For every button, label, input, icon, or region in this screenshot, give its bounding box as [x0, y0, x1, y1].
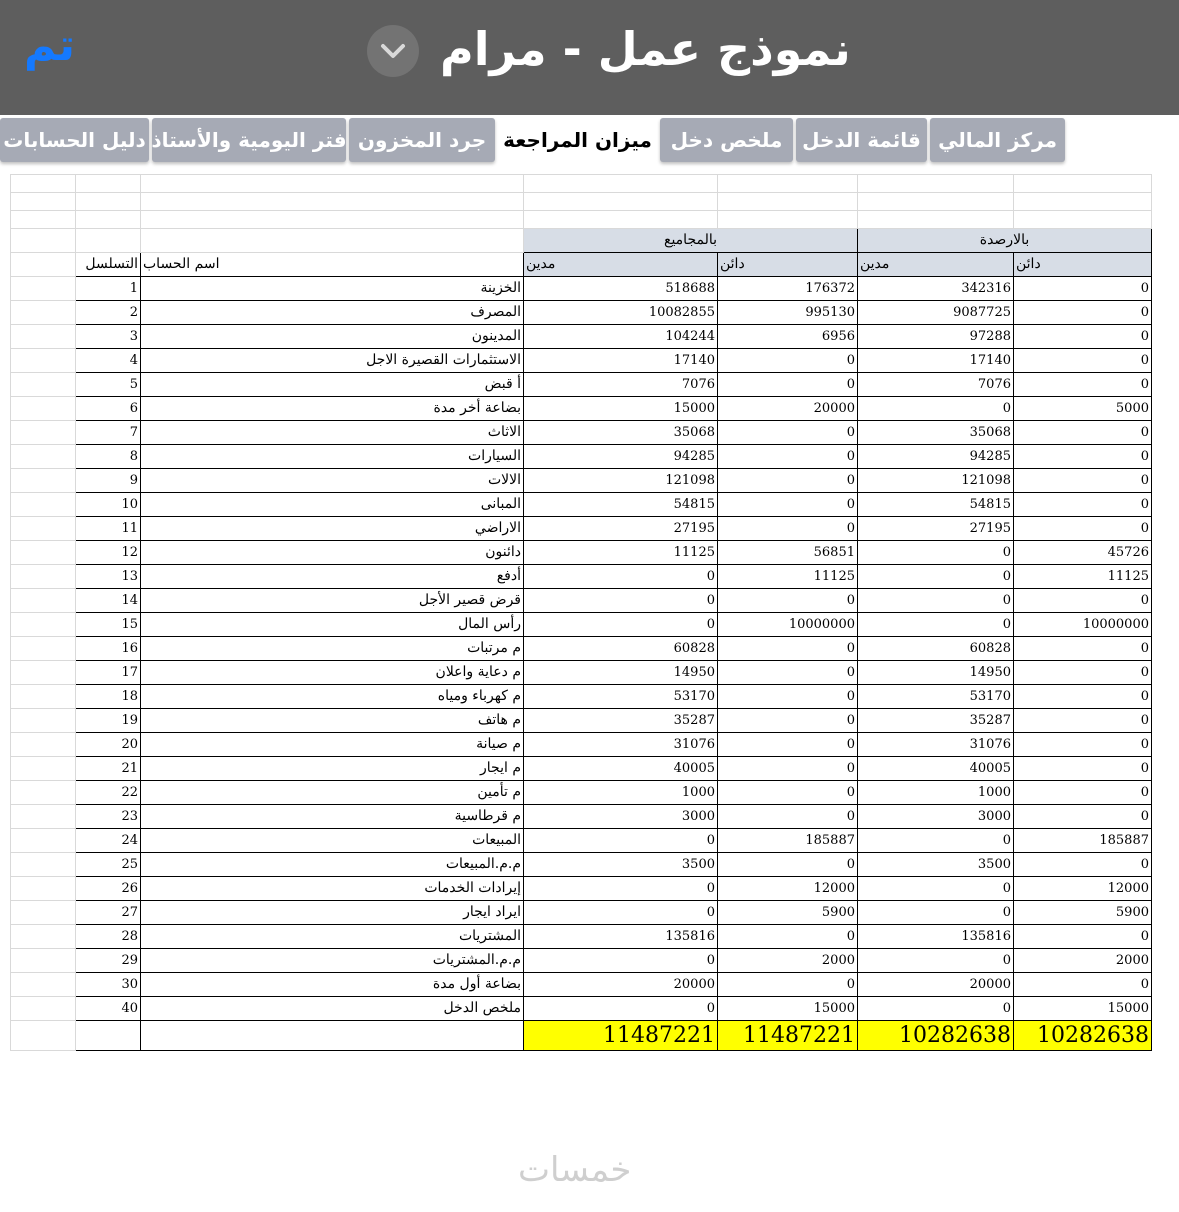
sums-credit-cell[interactable]: 0 — [718, 421, 858, 445]
col-header-account-name: اسم الحساب — [141, 253, 524, 277]
empty-cell[interactable] — [11, 517, 76, 541]
balance-debit-cell[interactable]: 0 — [858, 997, 1014, 1021]
empty-cell[interactable] — [11, 829, 76, 853]
account-name-cell[interactable]: المبيعات — [141, 829, 524, 853]
table-row — [11, 421, 1152, 445]
account-name-cell[interactable]: المصرف — [141, 301, 524, 325]
sums-credit-cell[interactable]: 6956 — [718, 325, 858, 349]
table-row — [11, 877, 1152, 901]
account-name-cell[interactable]: المبانى — [141, 493, 524, 517]
empty-cell[interactable] — [11, 421, 76, 445]
account-name-cell[interactable]: الاراضي — [141, 517, 524, 541]
table-row — [11, 325, 1152, 349]
sums-credit-cell[interactable]: 56851 — [718, 541, 858, 565]
account-name-cell[interactable]: المشتريات — [141, 925, 524, 949]
sums-debit-cell[interactable]: 40005 — [524, 757, 718, 781]
table-row — [11, 373, 1152, 397]
sums-debit-cell[interactable]: 31076 — [524, 733, 718, 757]
sums-credit-cell[interactable]: 2000 — [718, 949, 858, 973]
sheet-tabs-bar — [0, 115, 1179, 167]
balance-credit-cell[interactable]: 0 — [1014, 853, 1152, 877]
balance-debit-cell[interactable]: 0 — [858, 877, 1014, 901]
serial-cell[interactable]: 16 — [76, 637, 141, 661]
sums-debit-cell[interactable]: 53170 — [524, 685, 718, 709]
sums-debit-cell[interactable]: 0 — [524, 565, 718, 589]
serial-cell[interactable]: 40 — [76, 997, 141, 1021]
total-sums-debit[interactable]: 11487221 — [524, 1021, 718, 1051]
table-row — [11, 709, 1152, 733]
balance-credit-cell[interactable]: 10000000 — [1014, 613, 1152, 637]
trial-balance-sheet — [10, 174, 1152, 1051]
table-row — [11, 661, 1152, 685]
table-row — [11, 301, 1152, 325]
account-name-cell[interactable]: ايراد ايجار — [141, 901, 524, 925]
serial-cell[interactable]: 25 — [76, 853, 141, 877]
account-name-cell[interactable]: م.م.المبيعات — [141, 853, 524, 877]
sums-credit-cell[interactable]: 0 — [718, 973, 858, 997]
table-row — [11, 997, 1152, 1021]
balance-debit-cell[interactable]: 17140 — [858, 349, 1014, 373]
empty-cell[interactable] — [11, 277, 76, 301]
table-row — [11, 517, 1152, 541]
sums-debit-cell[interactable]: 135816 — [524, 925, 718, 949]
sums-credit-cell[interactable]: 0 — [718, 445, 858, 469]
table-row — [11, 637, 1152, 661]
balance-debit-cell[interactable]: 121098 — [858, 469, 1014, 493]
balance-debit-cell[interactable]: 0 — [858, 397, 1014, 421]
table-row — [11, 925, 1152, 949]
col-header-balance-credit: دائن — [1014, 253, 1152, 277]
empty-cell[interactable] — [11, 709, 76, 733]
sums-debit-cell[interactable]: 0 — [524, 901, 718, 925]
balance-credit-cell[interactable]: 0 — [1014, 925, 1152, 949]
sums-debit-cell[interactable]: 104244 — [524, 325, 718, 349]
sums-credit-cell[interactable]: 5900 — [718, 901, 858, 925]
balance-credit-cell[interactable]: 0 — [1014, 781, 1152, 805]
sums-debit-cell[interactable]: 60828 — [524, 637, 718, 661]
balance-credit-cell[interactable]: 0 — [1014, 517, 1152, 541]
account-name-cell[interactable]: الاستثمارات القصيرة الاجل — [141, 349, 524, 373]
balance-credit-cell[interactable]: 0 — [1014, 493, 1152, 517]
balance-debit-cell[interactable]: 60828 — [858, 637, 1014, 661]
sums-debit-cell[interactable]: 17140 — [524, 349, 718, 373]
serial-cell[interactable]: 18 — [76, 685, 141, 709]
balance-debit-cell[interactable]: 0 — [858, 565, 1014, 589]
account-name-cell[interactable]: رأس المال — [141, 613, 524, 637]
balance-credit-cell[interactable]: 0 — [1014, 685, 1152, 709]
sums-credit-cell[interactable]: 0 — [718, 733, 858, 757]
sums-credit-cell[interactable]: 15000 — [718, 997, 858, 1021]
balance-debit-cell[interactable]: 14950 — [858, 661, 1014, 685]
serial-cell[interactable]: 3 — [76, 325, 141, 349]
account-name-cell[interactable]: ملخص الدخل — [141, 997, 524, 1021]
balance-debit-cell[interactable]: 27195 — [858, 517, 1014, 541]
account-name-cell[interactable]: بضاعة أول مدة — [141, 973, 524, 997]
account-name-cell[interactable]: م دعاية واعلان — [141, 661, 524, 685]
table-row — [11, 901, 1152, 925]
serial-cell[interactable]: 13 — [76, 565, 141, 589]
sums-debit-cell[interactable]: 35068 — [524, 421, 718, 445]
sums-debit-cell[interactable]: 14950 — [524, 661, 718, 685]
account-name-cell[interactable]: الالات — [141, 469, 524, 493]
serial-cell[interactable]: 30 — [76, 973, 141, 997]
sums-credit-cell[interactable]: 0 — [718, 805, 858, 829]
table-row — [11, 589, 1152, 613]
account-name-cell[interactable]: الخزينة — [141, 277, 524, 301]
balance-credit-cell[interactable]: 0 — [1014, 277, 1152, 301]
sums-credit-cell[interactable]: 0 — [718, 757, 858, 781]
serial-cell[interactable]: 1 — [76, 277, 141, 301]
empty-cell[interactable] — [11, 541, 76, 565]
empty-cell[interactable] — [11, 565, 76, 589]
sums-debit-cell[interactable]: 54815 — [524, 493, 718, 517]
account-name-cell[interactable]: قرض قصير الأجل — [141, 589, 524, 613]
empty-cell[interactable] — [11, 877, 76, 901]
balance-debit-cell[interactable]: 3500 — [858, 853, 1014, 877]
serial-cell[interactable]: 9 — [76, 469, 141, 493]
sums-debit-cell[interactable]: 1000 — [524, 781, 718, 805]
sums-credit-cell[interactable]: 995130 — [718, 301, 858, 325]
serial-cell[interactable]: 4 — [76, 349, 141, 373]
account-name-cell[interactable]: م ايجار — [141, 757, 524, 781]
sums-debit-cell[interactable]: 10082855 — [524, 301, 718, 325]
serial-cell[interactable]: 20 — [76, 733, 141, 757]
sums-debit-cell[interactable]: 94285 — [524, 445, 718, 469]
sums-credit-cell[interactable]: 0 — [718, 781, 858, 805]
sums-credit-cell[interactable]: 185887 — [718, 829, 858, 853]
serial-cell[interactable]: 11 — [76, 517, 141, 541]
tab-income-summary[interactable]: ملخص دخل — [660, 118, 793, 162]
col-header-serial: التسلسل — [76, 253, 141, 277]
balance-credit-cell[interactable]: 0 — [1014, 757, 1152, 781]
empty-cell[interactable] — [11, 949, 76, 973]
sums-debit-cell[interactable]: 7076 — [524, 373, 718, 397]
done-button[interactable]: تم — [24, 20, 76, 71]
table-row — [11, 397, 1152, 421]
table-row — [11, 949, 1152, 973]
tab-journal-ledger[interactable]: فتر اليومية والأستاذ — [152, 118, 346, 162]
table-row — [11, 757, 1152, 781]
sums-credit-cell[interactable]: 20000 — [718, 397, 858, 421]
empty-cell[interactable] — [11, 733, 76, 757]
sums-credit-cell[interactable]: 0 — [718, 517, 858, 541]
table-row — [11, 493, 1152, 517]
empty-cell[interactable] — [11, 685, 76, 709]
balance-credit-cell[interactable]: 45726 — [1014, 541, 1152, 565]
balance-credit-cell[interactable]: 0 — [1014, 733, 1152, 757]
tab-trial-balance[interactable]: ميزان المراجعة — [498, 118, 657, 162]
empty-cell[interactable] — [11, 1021, 76, 1051]
balance-debit-cell[interactable]: 0 — [858, 949, 1014, 973]
sums-credit-cell[interactable]: 0 — [718, 853, 858, 877]
tab-inventory[interactable]: جرد المخزون — [349, 118, 495, 162]
serial-cell[interactable]: 8 — [76, 445, 141, 469]
empty-cell[interactable] — [11, 853, 76, 877]
col-header-balance-debit: مدين — [858, 253, 1014, 277]
balance-credit-cell[interactable]: 0 — [1014, 973, 1152, 997]
table-row — [11, 973, 1152, 997]
sums-credit-cell[interactable]: 11125 — [718, 565, 858, 589]
balance-debit-cell[interactable]: 0 — [858, 541, 1014, 565]
col-header-sums-credit: دائن — [718, 253, 858, 277]
balance-credit-cell[interactable]: 5000 — [1014, 397, 1152, 421]
balance-credit-cell[interactable]: 185887 — [1014, 829, 1152, 853]
table-row — [11, 445, 1152, 469]
empty-cell[interactable] — [11, 805, 76, 829]
serial-cell[interactable]: 15 — [76, 613, 141, 637]
empty-cell[interactable] — [11, 781, 76, 805]
serial-cell[interactable]: 21 — [76, 757, 141, 781]
balance-debit-cell[interactable]: 0 — [858, 589, 1014, 613]
sums-credit-cell[interactable]: 0 — [718, 589, 858, 613]
empty-cell[interactable] — [11, 901, 76, 925]
balance-credit-cell[interactable]: 0 — [1014, 421, 1152, 445]
balance-credit-cell[interactable]: 0 — [1014, 325, 1152, 349]
serial-cell[interactable]: 19 — [76, 709, 141, 733]
serial-cell[interactable]: 5 — [76, 373, 141, 397]
balance-credit-cell[interactable]: 0 — [1014, 589, 1152, 613]
tab-income-statement[interactable]: قائمة الدخل — [796, 118, 927, 162]
serial-cell[interactable]: 2 — [76, 301, 141, 325]
empty-cell[interactable] — [11, 925, 76, 949]
serial-cell[interactable]: 29 — [76, 949, 141, 973]
balance-credit-cell[interactable]: 5900 — [1014, 901, 1152, 925]
balance-debit-cell[interactable]: 7076 — [858, 373, 1014, 397]
balance-credit-cell[interactable]: 0 — [1014, 805, 1152, 829]
balance-debit-cell[interactable]: 135816 — [858, 925, 1014, 949]
balance-debit-cell[interactable]: 94285 — [858, 445, 1014, 469]
table-row — [11, 613, 1152, 637]
empty-cell[interactable] — [11, 661, 76, 685]
balance-credit-cell[interactable]: 0 — [1014, 301, 1152, 325]
watermark-logo: خمسات — [518, 1150, 632, 1190]
total-balance-debit[interactable]: 10282638 — [858, 1021, 1014, 1051]
empty-cell[interactable] — [11, 397, 76, 421]
balance-debit-cell[interactable]: 20000 — [858, 973, 1014, 997]
document-title: نموذج عمل - مرام — [440, 22, 851, 76]
account-name-cell[interactable]: إيرادات الخدمات — [141, 877, 524, 901]
balance-debit-cell[interactable]: 54815 — [858, 493, 1014, 517]
sums-debit-cell[interactable]: 121098 — [524, 469, 718, 493]
sums-debit-cell[interactable]: 3500 — [524, 853, 718, 877]
account-name-cell[interactable]: م كهرباء ومياه — [141, 685, 524, 709]
account-name-cell[interactable]: الاثاث — [141, 421, 524, 445]
serial-cell[interactable]: 26 — [76, 877, 141, 901]
sums-debit-cell[interactable]: 3000 — [524, 805, 718, 829]
table-row — [11, 541, 1152, 565]
balance-credit-cell[interactable]: 0 — [1014, 373, 1152, 397]
sums-credit-cell[interactable]: 0 — [718, 349, 858, 373]
table-row — [11, 469, 1152, 493]
balance-credit-cell[interactable]: 2000 — [1014, 949, 1152, 973]
total-balance-credit[interactable]: 10282638 — [1014, 1021, 1152, 1051]
empty-cell[interactable] — [11, 637, 76, 661]
account-name-cell[interactable]: م تأمين — [141, 781, 524, 805]
tab-financial-position[interactable]: مركز المالي — [930, 118, 1065, 162]
balance-credit-cell[interactable]: 0 — [1014, 637, 1152, 661]
empty-cell[interactable] — [11, 325, 76, 349]
sums-debit-cell[interactable]: 35287 — [524, 709, 718, 733]
empty-cell[interactable] — [11, 493, 76, 517]
serial-cell[interactable]: 27 — [76, 901, 141, 925]
sums-credit-cell[interactable]: 12000 — [718, 877, 858, 901]
tab-chart-of-accounts[interactable]: دليل الحسابات — [0, 118, 149, 162]
top-bar — [0, 0, 1179, 115]
empty-cell[interactable] — [11, 589, 76, 613]
account-name-cell[interactable]: م قرطاسية — [141, 805, 524, 829]
balance-credit-cell[interactable]: 12000 — [1014, 877, 1152, 901]
table-row — [11, 829, 1152, 853]
balance-credit-cell[interactable]: 0 — [1014, 709, 1152, 733]
balance-debit-cell[interactable]: 35287 — [858, 709, 1014, 733]
account-name-cell[interactable]: أ قبض — [141, 373, 524, 397]
sums-debit-cell[interactable]: 0 — [524, 829, 718, 853]
serial-cell[interactable]: 10 — [76, 493, 141, 517]
account-name-cell[interactable]: م هاتف — [141, 709, 524, 733]
account-name-cell[interactable]: دائنون — [141, 541, 524, 565]
account-name-cell[interactable]: م مرتبات — [141, 637, 524, 661]
sums-debit-cell[interactable]: 518688 — [524, 277, 718, 301]
empty-cell[interactable] — [76, 1021, 141, 1051]
sums-debit-cell[interactable]: 27195 — [524, 517, 718, 541]
empty-cell[interactable] — [11, 349, 76, 373]
title-dropdown-button[interactable] — [367, 25, 419, 77]
balance-debit-cell[interactable]: 97288 — [858, 325, 1014, 349]
sums-debit-cell[interactable]: 0 — [524, 997, 718, 1021]
table-row — [11, 349, 1152, 373]
balance-debit-cell[interactable]: 0 — [858, 613, 1014, 637]
table-row — [11, 805, 1152, 829]
sums-credit-cell[interactable]: 0 — [718, 493, 858, 517]
serial-cell[interactable]: 12 — [76, 541, 141, 565]
sums-debit-cell[interactable]: 0 — [524, 949, 718, 973]
empty-cell[interactable] — [11, 445, 76, 469]
sums-credit-cell[interactable]: 0 — [718, 469, 858, 493]
account-name-cell[interactable]: المدينون — [141, 325, 524, 349]
sums-debit-cell[interactable]: 20000 — [524, 973, 718, 997]
balance-debit-cell[interactable]: 53170 — [858, 685, 1014, 709]
sums-credit-cell[interactable]: 0 — [718, 373, 858, 397]
account-name-cell[interactable]: السيارات — [141, 445, 524, 469]
balance-credit-cell[interactable]: 0 — [1014, 661, 1152, 685]
sums-credit-cell[interactable]: 0 — [718, 661, 858, 685]
account-name-cell[interactable]: م صيانة — [141, 733, 524, 757]
sums-debit-cell[interactable]: 0 — [524, 877, 718, 901]
serial-cell[interactable]: 23 — [76, 805, 141, 829]
serial-cell[interactable]: 7 — [76, 421, 141, 445]
empty-cell[interactable] — [11, 301, 76, 325]
serial-cell[interactable]: 14 — [76, 589, 141, 613]
balance-credit-cell[interactable]: 0 — [1014, 445, 1152, 469]
sums-debit-cell[interactable]: 0 — [524, 613, 718, 637]
empty-cell[interactable] — [11, 973, 76, 997]
serial-cell[interactable]: 17 — [76, 661, 141, 685]
serial-cell[interactable]: 6 — [76, 397, 141, 421]
sums-debit-cell[interactable]: 11125 — [524, 541, 718, 565]
sums-credit-cell[interactable]: 0 — [718, 925, 858, 949]
balance-debit-cell[interactable]: 35068 — [858, 421, 1014, 445]
empty-cell[interactable] — [11, 373, 76, 397]
account-name-cell[interactable]: م.م.المشتريات — [141, 949, 524, 973]
balance-debit-cell[interactable]: 1000 — [858, 781, 1014, 805]
group-header-sums: بالمجاميع — [524, 229, 858, 253]
table-row — [11, 733, 1152, 757]
sums-credit-cell[interactable]: 176372 — [718, 277, 858, 301]
table-row — [11, 685, 1152, 709]
balance-debit-cell[interactable]: 0 — [858, 829, 1014, 853]
empty-cell[interactable] — [11, 469, 76, 493]
empty-cell[interactable] — [11, 997, 76, 1021]
empty-cell[interactable] — [11, 757, 76, 781]
sums-credit-cell[interactable]: 0 — [718, 709, 858, 733]
balance-credit-cell[interactable]: 0 — [1014, 469, 1152, 493]
balance-debit-cell[interactable]: 0 — [858, 901, 1014, 925]
sums-debit-cell[interactable]: 0 — [524, 589, 718, 613]
serial-cell[interactable]: 22 — [76, 781, 141, 805]
balance-debit-cell[interactable]: 342316 — [858, 277, 1014, 301]
balance-credit-cell[interactable]: 0 — [1014, 349, 1152, 373]
table-row — [11, 565, 1152, 589]
total-sums-credit[interactable]: 11487221 — [718, 1021, 858, 1051]
table-row — [11, 781, 1152, 805]
serial-cell[interactable]: 24 — [76, 829, 141, 853]
sums-credit-cell[interactable]: 0 — [718, 637, 858, 661]
group-header-balances: بالارصدة — [858, 229, 1152, 253]
chevron-down-icon — [380, 40, 406, 62]
totals-row — [11, 1021, 1152, 1051]
sums-debit-cell[interactable]: 15000 — [524, 397, 718, 421]
balance-debit-cell[interactable]: 9087725 — [858, 301, 1014, 325]
table-row — [11, 277, 1152, 301]
table-row — [11, 853, 1152, 877]
sums-credit-cell[interactable]: 0 — [718, 685, 858, 709]
empty-cell[interactable] — [11, 613, 76, 637]
balance-debit-cell[interactable]: 40005 — [858, 757, 1014, 781]
balance-credit-cell[interactable]: 11125 — [1014, 565, 1152, 589]
empty-cell[interactable] — [141, 1021, 524, 1051]
col-header-sums-debit: مدين — [524, 253, 718, 277]
balance-credit-cell[interactable]: 15000 — [1014, 997, 1152, 1021]
serial-cell[interactable]: 28 — [76, 925, 141, 949]
balance-debit-cell[interactable]: 31076 — [858, 733, 1014, 757]
account-name-cell[interactable]: بضاعة أخر مدة — [141, 397, 524, 421]
sums-credit-cell[interactable]: 10000000 — [718, 613, 858, 637]
account-name-cell[interactable]: أدفع — [141, 565, 524, 589]
balance-debit-cell[interactable]: 3000 — [858, 805, 1014, 829]
